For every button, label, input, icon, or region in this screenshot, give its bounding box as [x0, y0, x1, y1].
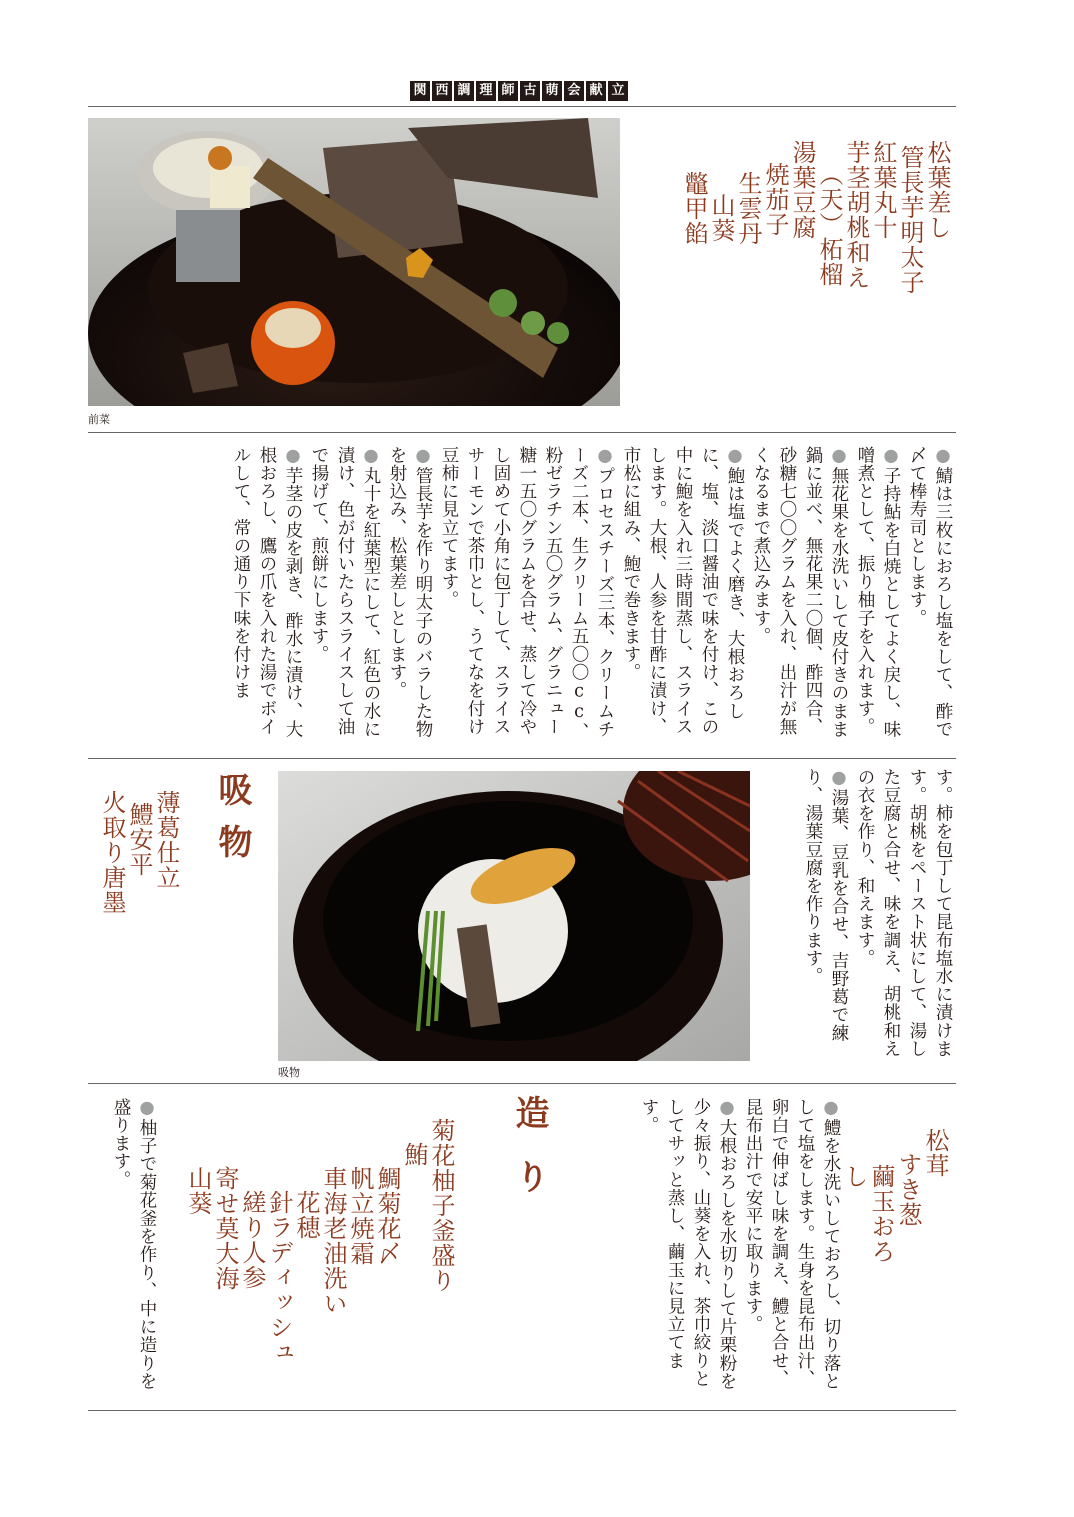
menu-item: 繭玉おろし [840, 1164, 895, 1264]
zensai-menu [680, 140, 950, 430]
tsukuri-heading: 造り [509, 1095, 549, 1223]
menu-item: 芋茎胡桃和え [842, 140, 870, 290]
paragraph: ●丸十を紅葉型にして、紅色の水に漬け、色が付いたらスライスして油で揚げて、煎餅にします。 [309, 446, 381, 739]
suimono-caption: 吸物 [278, 1066, 300, 1079]
header-char: 萌 [542, 81, 562, 101]
menu-item: 山葵 [184, 1166, 212, 1216]
suimono-heading: 吸物 [212, 772, 252, 876]
header-char: 師 [498, 81, 518, 101]
paragraph: ●子持鮎を白焼としてよく戻し、味噌煮として、振り柚子を入れます。 [855, 446, 901, 739]
section-rule-1 [88, 432, 956, 433]
suimono-body [766, 768, 956, 1073]
menu-item: 松葉差し [923, 140, 951, 240]
menu-item: （天）柘榴 [815, 161, 843, 287]
menu-item: 鼈甲餡 [680, 171, 708, 247]
menu-item: 火取り唐墨 [98, 790, 126, 915]
bullet-icon: ● [933, 446, 953, 467]
header-char: 関 [410, 81, 430, 101]
bullet-icon: ● [725, 446, 745, 467]
menu-item: 寄せ莫大海 [211, 1166, 239, 1291]
menu-item: 管長芋明太子 [896, 144, 924, 295]
tsukuri-menu-right [840, 1128, 948, 1278]
menu-item: 湯葉豆腐 [788, 140, 816, 240]
menu-item: 鯛菊花〆 [373, 1166, 401, 1266]
menu-item: 薄葛仕立 [152, 790, 180, 890]
paragraph: ●大根おろしを水切りして片栗粉を少々振り、山葵を入れ、茶巾絞りとしてサッと蒸し、繭玉に見立てます。 [639, 1098, 737, 1391]
bullet-icon: ● [829, 446, 849, 467]
menu-item: 鮪 [400, 1142, 428, 1167]
header-rule [88, 106, 956, 107]
header-title-badges [410, 81, 628, 101]
tsukuri-menu [184, 1118, 454, 1418]
menu-item: 焼茄子 [761, 161, 789, 237]
bullet-icon: ● [137, 1098, 157, 1119]
bullet-icon: ● [829, 768, 849, 789]
menu-item: 車海老油洗い [319, 1166, 347, 1316]
suimono-menu [98, 790, 179, 950]
paragraph: ●管長芋を作り明太子のバラした物を射込み、松葉差しとします。 [387, 446, 433, 739]
header-char: 会 [564, 81, 584, 101]
paragraph: ●湯葉、豆乳を合せ、吉野葛で練り、湯葉豆腐を作ります。 [803, 768, 849, 1043]
menu-item: すき葱 [894, 1152, 922, 1227]
section-rule-3 [88, 1083, 956, 1084]
zensai-illustration [88, 118, 620, 406]
menu-item: 帆立焼霜 [346, 1166, 374, 1266]
header-char: 献 [586, 81, 606, 101]
paragraph: ●鱧を水洗いしておろし、切り落として塩をします。生身を昆布出汁、卵白で伸ばし味を調え、鱧と合せ、昆布出汁で安平に取ります。 [743, 1098, 841, 1391]
section-rule-4 [88, 1410, 956, 1411]
paragraph: ●芋茎の皮を剥き、酢水に漬け、大根おろし、鷹の爪を入れた湯でボイルして、常の通り下味を付けま [231, 446, 303, 739]
menu-item: 山葵 [707, 192, 735, 243]
bullet-icon: ● [821, 1098, 841, 1119]
bullet-icon: ● [413, 446, 433, 467]
menu-item: 針ラディッシュ [265, 1190, 293, 1365]
bullet-icon: ● [361, 446, 381, 467]
suimono-illustration [278, 771, 750, 1061]
header-char: 古 [520, 81, 540, 101]
menu-item: 生雲丹 [734, 171, 762, 247]
paragraph: す。柿を包丁して昆布塩水に漬けます。胡桃をペースト状にして、湯した豆腐と合せ、味を調え、胡桃和えの衣を作り、和えます。 [855, 768, 953, 1058]
tsukuri-body-right [574, 1098, 844, 1403]
zensai-photo [88, 118, 620, 406]
paragraph: ●柚子で菊花釜を作り、中に造りを盛ります。 [111, 1098, 157, 1391]
menu-item: 菊花柚子釜盛り [427, 1118, 455, 1293]
paragraph: ●プロセスチーズ三本、クリームチーズ二本、生クリーム五〇〇cc、粉ゼラチン五〇グラム、グラニュー糖一五〇グラムを合せ、蒸して冷やし固めて小角に包丁して、スライスサーモンで茶巾とし、うてなを付け豆柿に見立てます。 [439, 446, 615, 741]
paragraph: ●鯖は三枚におろし塩をして、酢で〆て棒寿司とします。 [907, 446, 953, 739]
bullet-icon: ● [881, 446, 901, 467]
suimono-photo [278, 771, 750, 1061]
section-rule-2 [88, 758, 956, 759]
header-char: 立 [608, 81, 628, 101]
bullet-icon: ● [717, 1098, 737, 1119]
zensai-body [96, 446, 956, 746]
paragraph: ●鮑は塩でよく磨き、大根おろしに、塩、淡口醤油で味を付け、この中に鮑を入れ三時間蒸し、スライスします。大根、人参を甘酢に漬け、市松に組み、鮑で巻きます。 [621, 446, 745, 736]
menu-item: 紅葉丸十 [869, 140, 897, 240]
header-char: 理 [476, 81, 496, 101]
paragraph: ●無花果を水洗いして皮付きのまま鍋に並べ、無花果二〇個、酢四合、砂糖七〇〇グラムを入れ、出汁が無くなるまで煮込みます。 [751, 446, 849, 739]
header-char: 西 [432, 81, 452, 101]
tsukuri-body-left [100, 1098, 160, 1403]
zensai-caption: 前菜 [88, 413, 110, 426]
bullet-icon: ● [283, 446, 303, 467]
menu-item: 花穂 [292, 1190, 320, 1240]
menu-item: 鱧安平 [125, 802, 153, 877]
menu-item: 縒り人参 [238, 1190, 266, 1290]
menu-item: 松茸 [921, 1128, 949, 1178]
header-char: 調 [454, 81, 474, 101]
bullet-icon: ● [595, 446, 615, 467]
